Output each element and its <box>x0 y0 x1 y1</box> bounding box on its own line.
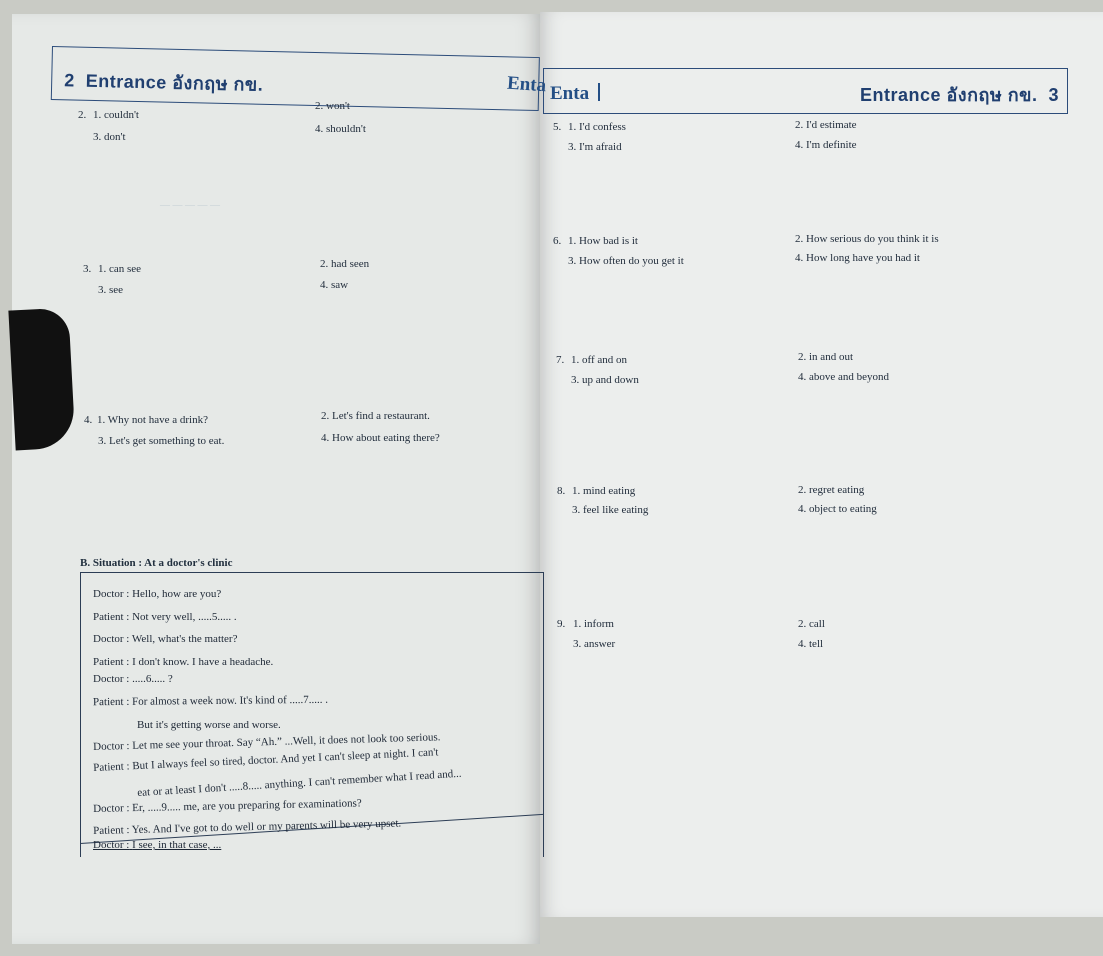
speaker: Patient : <box>93 611 130 623</box>
q8-option-1: 1. mind eating <box>572 485 636 497</box>
q7-option-1: 1. off and on <box>571 354 628 366</box>
right-page-number: 3 <box>1048 85 1059 105</box>
speaker: Doctor : <box>93 588 130 600</box>
q7-option-4: 4. above and beyond <box>798 371 890 383</box>
q5-option-1: 1. I'd confess <box>568 121 626 133</box>
graduation-cap-icon <box>598 83 610 101</box>
q3-number: 3. <box>83 263 92 275</box>
right-header-text <box>860 80 1059 109</box>
dialogue-line <box>137 719 281 731</box>
speaker: Doctor : <box>93 802 130 815</box>
thumb-shadow <box>8 308 75 451</box>
q6-option-2: 2. How serious do you think it is <box>795 233 939 245</box>
utterance: I don't know. I have a headache. <box>132 656 274 668</box>
left-header-text <box>64 65 264 99</box>
dialogue-line <box>93 611 237 623</box>
q2-option-4: 4. shouldn't <box>315 123 366 135</box>
q8-option-4: 4. object to eating <box>798 503 877 515</box>
speaker: Doctor : <box>93 633 130 645</box>
utterance: Not very well, .....5..... . <box>132 611 237 623</box>
q4-option-1: 1. Why not have a drink? <box>97 414 208 426</box>
left-logo: Enta <box>506 72 547 97</box>
utterance: But I always feel so tired, doctor. And yet I can't sleep at night. I can't <box>132 746 439 773</box>
q2-option-1: 1. couldn't <box>93 109 139 121</box>
left-page-number: 2 <box>63 70 75 91</box>
speaker: Doctor : <box>93 839 130 851</box>
utterance: Hello, how are you? <box>132 588 222 600</box>
bleed-through: — — — — — <box>160 200 220 211</box>
dialogue-line <box>93 633 237 645</box>
q8-number: 8. <box>557 485 566 497</box>
section-b-title: B. Situation : At a doctor's clinic <box>80 557 233 569</box>
speaker: Doctor : <box>93 673 130 685</box>
left-page-header <box>51 46 540 111</box>
left-header-title: Entrance อังกฤษ กข. <box>85 70 264 95</box>
q4-number: 4. <box>84 414 93 426</box>
q8-option-3: 3. feel like eating <box>572 504 649 516</box>
dialogue-line <box>93 694 328 708</box>
utterance: I see, in that case, ... <box>132 839 222 851</box>
dialogue-line <box>93 588 221 600</box>
q9-option-3: 3. answer <box>573 638 616 650</box>
right-page-header <box>543 68 1068 114</box>
q2-option-3: 3. don't <box>93 131 126 143</box>
utterance: .....6..... ? <box>132 673 173 685</box>
q5-option-2: 2. I'd estimate <box>795 119 857 131</box>
q4-option-4: 4. How about eating there? <box>321 432 440 444</box>
right-header-title: Entrance อังกฤษ กข. <box>859 85 1038 105</box>
q5-option-4: 4. I'm definite <box>795 139 857 151</box>
q5-number: 5. <box>553 121 562 133</box>
q7-option-2: 2. in and out <box>798 351 853 363</box>
utterance: eat or at least I don't .....8..... anything. I can't remember what I read and... <box>137 767 462 799</box>
q9-option-1: 1. inform <box>573 618 614 630</box>
q2-option-2: 2. won't <box>315 100 350 112</box>
speaker: Patient : <box>93 760 130 774</box>
q3-option-1: 1. can see <box>98 263 142 275</box>
utterance: But it's getting worse and worse. <box>137 719 281 731</box>
q6-option-4: 4. How long have you had it <box>795 252 920 264</box>
q7-option-3: 3. up and down <box>571 374 639 386</box>
utterance: For almost a week now. It's kind of .....7..... . <box>132 693 329 708</box>
utterance: Let me see your throat. Say “Ah.” ...Well, it does not look too serious. <box>132 731 441 752</box>
q9-option-2: 2. call <box>798 618 825 630</box>
dialogue-line <box>93 673 173 685</box>
dialogue-line <box>93 839 221 851</box>
q6-number: 6. <box>553 235 562 247</box>
right-logo: Enta <box>550 83 590 104</box>
speaker: Patient : <box>93 656 130 668</box>
q8-option-2: 2. regret eating <box>798 484 865 496</box>
q3-option-3: 3. see <box>98 284 124 296</box>
q7-number: 7. <box>556 354 565 366</box>
q9-option-4: 4. tell <box>798 638 824 650</box>
q4-option-2: 2. Let's find a restaurant. <box>321 410 430 422</box>
q6-option-3: 3. How often do you get it <box>568 255 684 267</box>
speaker: Doctor : <box>93 739 130 753</box>
q5-option-3: 3. I'm afraid <box>568 141 622 153</box>
q3-option-4: 4. saw <box>320 279 349 291</box>
q6-option-1: 1. How bad is it <box>568 235 638 247</box>
q3-option-2: 2. had seen <box>320 258 370 270</box>
dialogue-line <box>93 656 273 668</box>
utterance: Yes. And I've got to do well or my parents will be very upset. <box>131 817 402 837</box>
q2-number: 2. <box>78 109 87 121</box>
speaker: Patient : <box>92 695 130 709</box>
utterance: Er, .....9..... me, are you preparing for examinations? <box>132 797 362 815</box>
q4-option-3: 3. Let's get something to eat. <box>98 435 225 447</box>
q9-number: 9. <box>557 618 566 630</box>
utterance: Well, what's the matter? <box>131 633 238 645</box>
speaker: Patient : <box>93 824 130 837</box>
